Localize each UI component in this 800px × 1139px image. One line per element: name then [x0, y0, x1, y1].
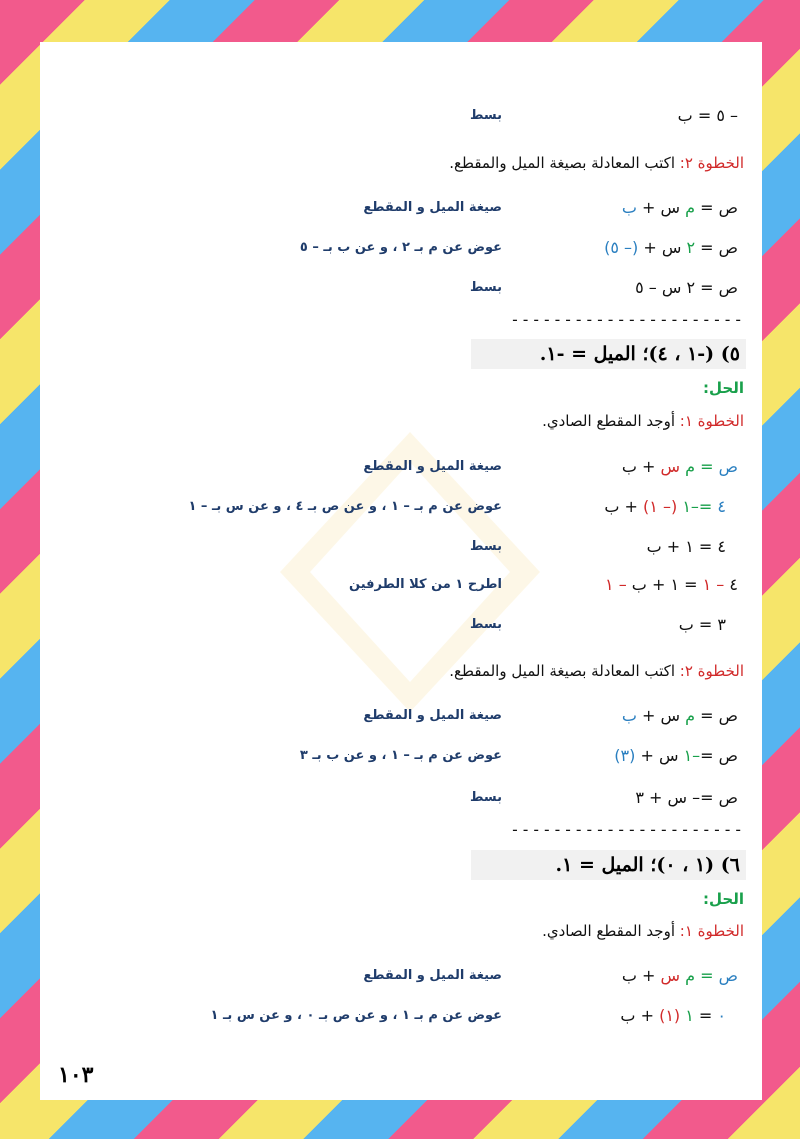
eq-part: ص	[718, 457, 738, 476]
step-note: صيغة الميل و المقطع	[363, 708, 502, 723]
eq-part: ص =	[700, 746, 738, 765]
eq-part: ص =	[695, 706, 738, 725]
step-note: بسط	[469, 108, 502, 123]
equation-line	[620, 1006, 726, 1025]
equation-line	[604, 497, 726, 516]
step-label: الخطوة ٢:	[679, 662, 744, 680]
eq-part-x: س	[660, 966, 686, 985]
step-text: أوجد المقطع الصادي.	[542, 922, 680, 940]
eq-part-slope: –١	[682, 497, 699, 516]
eq-part: + ب	[620, 1006, 660, 1025]
step-note: عوض عن م بـ – ١ ، و عن ص بـ ٤ ، و عن س بـ – ١	[188, 499, 502, 514]
step-note: بسط	[469, 280, 502, 295]
eq-part: =	[695, 966, 719, 985]
step-note: صيغة الميل و المقطع	[363, 968, 502, 983]
eq-part: =	[693, 1006, 718, 1025]
eq-part: – ١	[702, 575, 725, 594]
step-label: الخطوة ١:	[679, 922, 744, 940]
step-heading	[542, 412, 744, 430]
step-note: بسط	[469, 790, 502, 805]
eq-part-x: س	[660, 457, 686, 476]
step-heading	[542, 922, 744, 940]
page-number: ١٠٣	[58, 1062, 94, 1088]
equation-line	[614, 746, 738, 765]
step-label: الخطوة ٢:	[679, 154, 744, 172]
eq-part: ٤	[724, 575, 738, 594]
eq-part-slope: م	[685, 706, 696, 725]
eq-part: ص =	[695, 238, 738, 257]
step-text: أوجد المقطع الصادي.	[542, 412, 680, 430]
equation-line	[622, 966, 738, 985]
solution-label: الحل:	[703, 379, 744, 397]
step-note: بسط	[469, 539, 502, 554]
step-text: اكتب المعادلة بصيغة الميل والمقطع.	[449, 662, 680, 680]
equation-line: – ٥ = ب	[677, 106, 738, 125]
step-note: صيغة الميل و المقطع	[363, 459, 502, 474]
problem-5: ٥) (-١ ، ٤)؛ الميل = -١.	[471, 339, 746, 369]
step-text: اكتب المعادلة بصيغة الميل والمقطع.	[449, 154, 680, 172]
step-note: عوض عن م بـ ١ ، و عن ص بـ ٠ ، و عن س بـ ١	[210, 1008, 502, 1023]
eq-part-intercept: (٣)	[614, 746, 636, 765]
eq-part-y: ٤	[717, 497, 726, 516]
separator: ----------------------	[510, 310, 744, 329]
equation-line: ٤ = ١ + ب	[646, 537, 726, 556]
eq-part: + ب	[621, 966, 661, 985]
eq-part: س +	[636, 198, 686, 217]
eq-part-slope: –١	[683, 746, 701, 765]
step-note: بسط	[469, 617, 502, 632]
eq-part-intercept: ب	[621, 706, 637, 725]
solution-label: الحل:	[703, 890, 744, 908]
equation-line	[605, 575, 738, 594]
step-note: صيغة الميل و المقطع	[363, 200, 502, 215]
eq-part-slope: م	[685, 457, 696, 476]
eq-part: س +	[635, 746, 684, 765]
equation-line: ص = ٢ س – ٥	[635, 278, 738, 297]
eq-part: = ١ + ب	[626, 575, 703, 594]
eq-part-slope: ٢	[686, 238, 696, 257]
eq-part-x: (١)	[659, 1006, 686, 1025]
eq-part: ص =	[695, 198, 738, 217]
eq-part-slope: م	[685, 966, 696, 985]
eq-part-x: (– ١)	[643, 497, 683, 516]
eq-part-intercept: ب	[621, 198, 637, 217]
separator: ----------------------	[510, 820, 744, 839]
step-heading	[449, 662, 744, 680]
eq-part: =	[698, 497, 718, 516]
eq-part: =	[695, 457, 719, 476]
worksheet-page	[40, 42, 762, 1100]
eq-part-y: ٠	[717, 1006, 726, 1025]
eq-part-slope: ١	[685, 1006, 694, 1025]
equation-line: ٣ = ب	[678, 615, 726, 634]
step-note: اطرح ١ من كلا الطرفين	[349, 577, 502, 592]
step-label: الخطوة ١:	[679, 412, 744, 430]
step-heading	[449, 154, 744, 172]
step-note: عوض عن م بـ – ١ ، و عن ب بـ ٣	[299, 748, 502, 763]
eq-part: س +	[638, 238, 687, 257]
equation-line	[622, 457, 738, 476]
problem-6: ٦) (١ ، ٠)؛ الميل = ١.	[471, 850, 746, 880]
eq-part: ص	[718, 966, 738, 985]
eq-part-slope: م	[685, 198, 696, 217]
step-note: عوض عن م بـ ٢ ، و عن ب بـ – ٥	[299, 240, 502, 255]
equation-line	[622, 198, 738, 217]
equation-line: ص =– س + ٣	[635, 788, 738, 807]
eq-part: – ١	[605, 575, 627, 594]
eq-part: + ب	[604, 497, 644, 516]
eq-part: س +	[636, 706, 686, 725]
eq-part-intercept: (– ٥)	[604, 238, 639, 257]
equation-line	[622, 706, 738, 725]
eq-part: + ب	[621, 457, 661, 476]
equation-line	[604, 238, 738, 257]
